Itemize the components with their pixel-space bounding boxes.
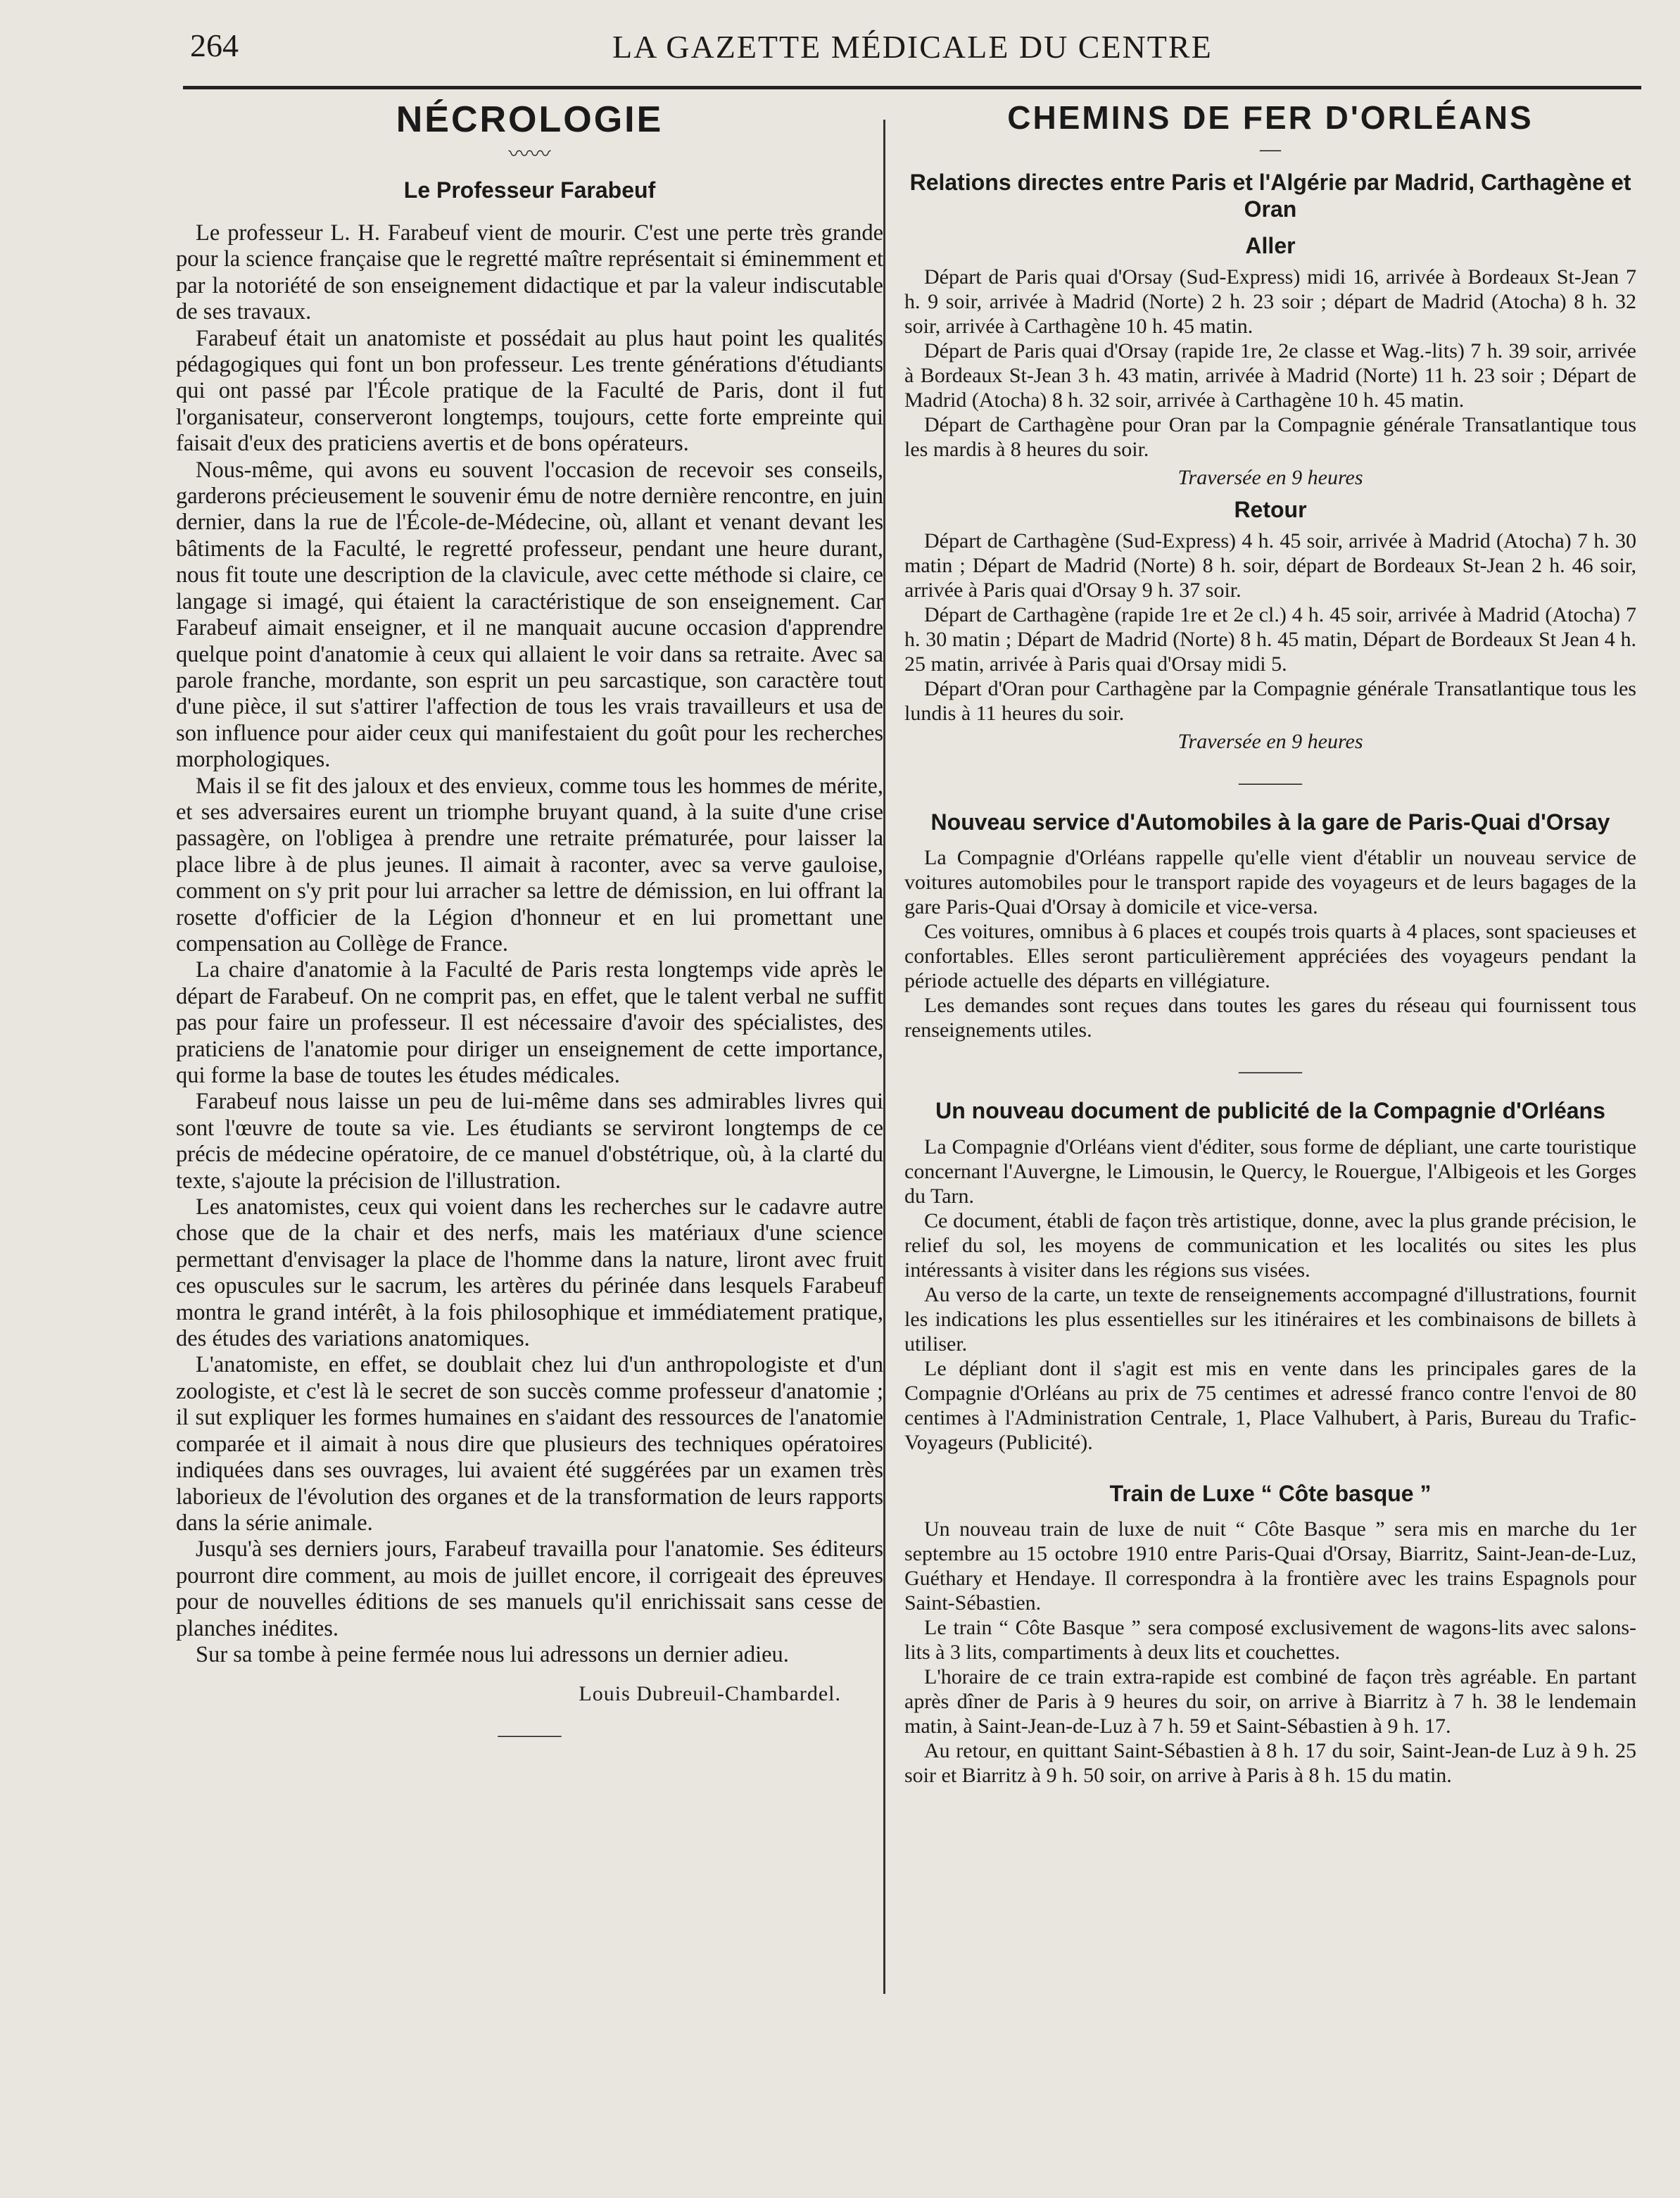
- obituary-paragraph: Nous-même, qui avons eu souvent l'occasion de recevoir ses conseils, garderons précieusement le souvenir ému de notre dernière rencontre, en juin dernier, dans la rue de l'École-de-Médecine, où, allant et venant devant les bâtiments de la Faculté, le regretté professeur, pendant une heure durant, nous fit toute une description de la clavicule, avec cette méthode si claire, ce langage si imagé, qui étaient la caractéristique de son enseignement. Car Farabeuf aimait enseigner, et il ne manquait aucune occasion d'apprendre quelque point d'anatomie à ceux qui allaient le voir dans sa retraite. Avec sa parole franche, mordante, son esprit un peu sarcastique, son caractère tout d'une pièce, il sut s'attirer l'affection de tous les vrais travailleurs et usa de son influence pour aider ceux qui manifestaient du goût pour les recherches morphologiques.: [176, 457, 883, 773]
- retour-paragraph: Départ de Carthagène (rapide 1re et 2e cl.) 4 h. 45 soir, arrivée à Madrid (Atocha) 7 h. 30 matin ; Départ de Madrid (Norte) 8 h. 45 matin, Départ de Bordeaux St Jean 4 h. 25 matin, arrivée à Paris quai d'Orsay midi 5.: [904, 602, 1636, 676]
- automobile-paragraph: Ces voitures, omnibus à 6 places et coupés trois quarts à 4 places, sont spacieuses et confortables. Elles seront particulièrement appréciées des voyageurs pendant la période actuelle des départs en villégiature.: [904, 920, 1636, 993]
- author-signature: Louis Dubreuil-Chambardel.: [579, 1682, 841, 1706]
- luxury-train-paragraph: Le train “ Côte Basque ” sera composé exclusivement de wagons-lits avec salons-lits à 3 lits, compartiments à deux lits et couchettes.: [904, 1615, 1636, 1664]
- document-paragraph: Ce document, établi de façon très artistique, donne, avec la plus grande précision, le relief du sol, les moyens de communication et les localités ou sites les plus intéressants à visiter dans les régions sus visées.: [904, 1208, 1636, 1282]
- obituary-paragraph: Farabeuf nous laisse un peu de lui-même dans ses admirables livres qui sont l'œuvre de toute sa vie. Les étudiants se serviront longtemps de ce précis de médecine opératoire, de ce manuel d'obstétrique, où, à la clarté du texte, s'ajoute la précision de l'illustration.: [176, 1089, 883, 1194]
- obituary-heading: NÉCROLOGIE: [396, 99, 664, 140]
- obituary-paragraph: Les anatomistes, ceux qui voient dans les recherches sur le cadavre autre chose que de la chair et des nerfs, mais les matériaux d'une science permettant d'envisager la place de l'homme dans la nature, liront avec fruit ces opuscules sur le sacrum, les artères du périnée dans lesquels Farabeuf montra le grand intérêt, à la fois philosophique et immédiatement pratique, des études des variations anatomiques.: [176, 1194, 883, 1352]
- automobile-paragraph: La Compagnie d'Orléans rappelle qu'elle vient d'établir un nouveau service de voitures automobiles pour le transport rapide des voyageurs et de leurs bagages de la gare Paris-Quai d'Orsay à domicile et vice-versa.: [904, 846, 1636, 919]
- luxury-train-paragraph: Au retour, en quittant Saint-Sébastien à 8 h. 17 du soir, Saint-Jean-de Luz à 9 h. 25 soir et Biarritz à 9 h. 50 soir, on arrive à Paris à 8 h. 15 du matin.: [904, 1738, 1636, 1787]
- page-number: 264: [190, 27, 239, 63]
- section-separator: ———: [1239, 1059, 1302, 1083]
- header-rule: [183, 86, 1641, 89]
- obituary-column: [176, 99, 883, 1761]
- retour-paragraph: Départ d'Oran pour Carthagène par la Compagnie générale Transatlantique tous les lundis à 11 heures du soir.: [904, 676, 1636, 725]
- obituary-paragraph: La chaire d'anatomie à la Faculté de Paris resta longtemps vide après le départ de Farabeuf. On ne comprit pas, en effet, que le talent verbal ne suffit pas pour faire un professeur. Il est nécessaire d'avoir des spécialistes, des praticiens de l'anatomie pour diriger un enseignement de cette importance, qui forme la base de toutes les études médicales.: [176, 957, 883, 1088]
- obituary-paragraph: Mais il se fit des jaloux et des envieux, comme tous les hommes de mérite, et ses adversaires eurent un triomphe bruyant quand, à la suite d'une crise passagère, on l'obligea à prendre une retraite prématurée, pour laisser la place libre à de plus jeunes. Il aimait à raconter, avec sa verve gauloise, comment on s'y prit pour lui arracher sa lettre de démission, en lui offrant la rosette d'officier de la Légion d'honneur et en lui promettant une compensation au Collège de France.: [176, 773, 883, 956]
- retour-paragraph: Départ de Carthagène (Sud-Express) 4 h. 45 soir, arrivée à Madrid (Atocha) 7 h. 30 matin ; Départ de Madrid (Norte) 8 h. soir, départ de Bordeaux St-Jean 2 h. 46 soir, arrivée à Paris quai d'Orsay 9 h. 37 soir.: [904, 529, 1636, 602]
- railway-column: [904, 99, 1636, 1788]
- luxury-train-paragraph: L'horaire de ce train extra-rapide est combiné de façon très agréable. En partant après dîner de Paris à 9 heures du soir, on arrive à Biarritz à 7 h. 38 le lendemain matin, à Saint-Jean-de-Luz à 7 h. 59 et Saint-Sébastien à 9 h. 17.: [904, 1665, 1636, 1738]
- aller-paragraph: Départ de Paris quai d'Orsay (Sud-Express) midi 16, arrivée à Bordeaux St-Jean 7 h. 9 soir, arrivée à Madrid (Norte) 2 h. 23 soir ; départ de Madrid (Atocha) 8 h. 32 soir, arrivée à Carthagène 10 h. 45 matin.: [904, 265, 1636, 338]
- luxury-train-title: Train de Luxe “ Côte basque ”: [1109, 1480, 1432, 1506]
- journal-title: LA GAZETTE MÉDICALE DU CENTRE: [612, 29, 1213, 65]
- automobile-paragraph: Les demandes sont reçues dans toutes les gares du réseau qui fournissent tous renseignements utiles.: [904, 994, 1636, 1042]
- obituary-paragraph: Jusqu'à ses derniers jours, Farabeuf travailla pour l'anatomie. Ses éditeurs pourront dire comment, au mois de juillet encore, il corrigeait des épreuves pour de nouvelles éditions de ses manuels qu'il enrichissait sans cesse de planches inédites.: [176, 1536, 883, 1641]
- aller-paragraph: Départ de Paris quai d'Orsay (rapide 1re, 2e classe et Wag.-lits) 7 h. 39 soir, arrivée à Bordeaux St-Jean 3 h. 43 matin, arrivée à Madrid (Norte) 11 h. 23 soir ; Départ de Madrid (Atocha) 8 h. 32 soir, arrivée à Carthagène 10 h. 45 matin.: [904, 339, 1636, 412]
- document-paragraph: Le dépliant dont il s'agit est mis en vente dans les principales gares de la Compagnie d'Orléans au prix de 75 centimes et adressé franco contre l'envoi de 80 centimes à l'Administration Centrale, 1, Place Valhubert, à Paris, Bureau du Trafic-Voyageurs (Publicité).: [904, 1356, 1636, 1454]
- algeria-section-title: Relations directes entre Paris et l'Algérie par Madrid, Carthagène et Oran: [909, 170, 1631, 222]
- page-header: [190, 27, 1638, 76]
- crossing-note: Traversée en 9 heures: [1177, 465, 1363, 489]
- aller-heading: Aller: [1245, 232, 1296, 258]
- document-section-title: Un nouveau document de publicité de la Compagnie d'Orléans: [935, 1098, 1605, 1124]
- end-rule: ———: [498, 1723, 562, 1747]
- document-paragraph: Au verso de la carte, un texte de renseignements accompagné d'illustrations, fournit les indications les plus essentielles sur les itinéraires et les combinaisons de billets à utiliser.: [904, 1282, 1636, 1356]
- railway-heading: CHEMINS DE FER D'ORLÉANS: [1007, 99, 1534, 136]
- crossing-note: Traversée en 9 heures: [1177, 729, 1363, 753]
- column-divider: [883, 120, 885, 1994]
- wavy-ornament: 〰〰: [508, 143, 551, 166]
- obituary-paragraph: Sur sa tombe à peine fermée nous lui adressons un dernier adieu.: [196, 1641, 789, 1667]
- automobile-section-title: Nouveau service d'Automobiles à la gare de Paris-Quai d'Orsay: [930, 809, 1610, 835]
- document-paragraph: La Compagnie d'Orléans vient d'éditer, sous forme de dépliant, une carte touristique concernant l'Auvergne, le Limousin, le Quercy, le Rouergue, l'Albigeois et les Gorges du Tarn.: [904, 1135, 1636, 1208]
- title-dash: —: [1260, 137, 1281, 160]
- retour-heading: Retour: [1234, 496, 1307, 522]
- obituary-paragraph: Farabeuf était un anatomiste et possédait au plus haut point les qualités pédagogiques qui font un bon professeur. Les trente générations d'étudiants qui ont passé par l'École pratique de la Faculté de Paris, dont il fut l'organisateur, conserveront longtemps, toujours, cette forte empreinte qui faisait d'eux des praticiens avertis et de bons opérateurs.: [176, 325, 883, 457]
- aller-paragraph: Départ de Carthagène pour Oran par la Compagnie générale Transatlantique tous les mardis à 8 heures du soir.: [904, 412, 1636, 461]
- obituary-paragraph: L'anatomiste, en effet, se doublait chez lui d'un anthropologiste et d'un zoologiste, et c'est là le secret de son succès comme professeur d'anatomie ; il sut expliquer les formes humaines en s'aidant des ressources de l'anatomie comparée et il aimait à nous dire que plusieurs des techniques opératoires indiquées dans ses ouvrages, lui avaient été suggérées par un examen très laborieux de l'évolution des organes et de la transformation de leurs rapports dans la série animale.: [176, 1352, 883, 1536]
- obituary-subtitle: Le Professeur Farabeuf: [403, 177, 656, 203]
- section-separator: ———: [1239, 770, 1302, 794]
- luxury-train-paragraph: Un nouveau train de luxe de nuit “ Côte Basque ” sera mis en marche du 1er septembre au 15 octobre 1910 entre Paris-Quai d'Orsay, Biarritz, Saint-Jean-de-Luz, Guéthary et Hendaye. Il correspondra à la frontière avec les trains Espagnols pour Saint-Sébastien.: [904, 1517, 1636, 1615]
- obituary-paragraph: Le professeur L. H. Farabeuf vient de mourir. C'est une perte très grande pour la science française que le regretté maître représentait si éminemment et par la notoriété de son enseignement didactique et par la valeur indiscutable de ses travaux.: [176, 220, 883, 325]
